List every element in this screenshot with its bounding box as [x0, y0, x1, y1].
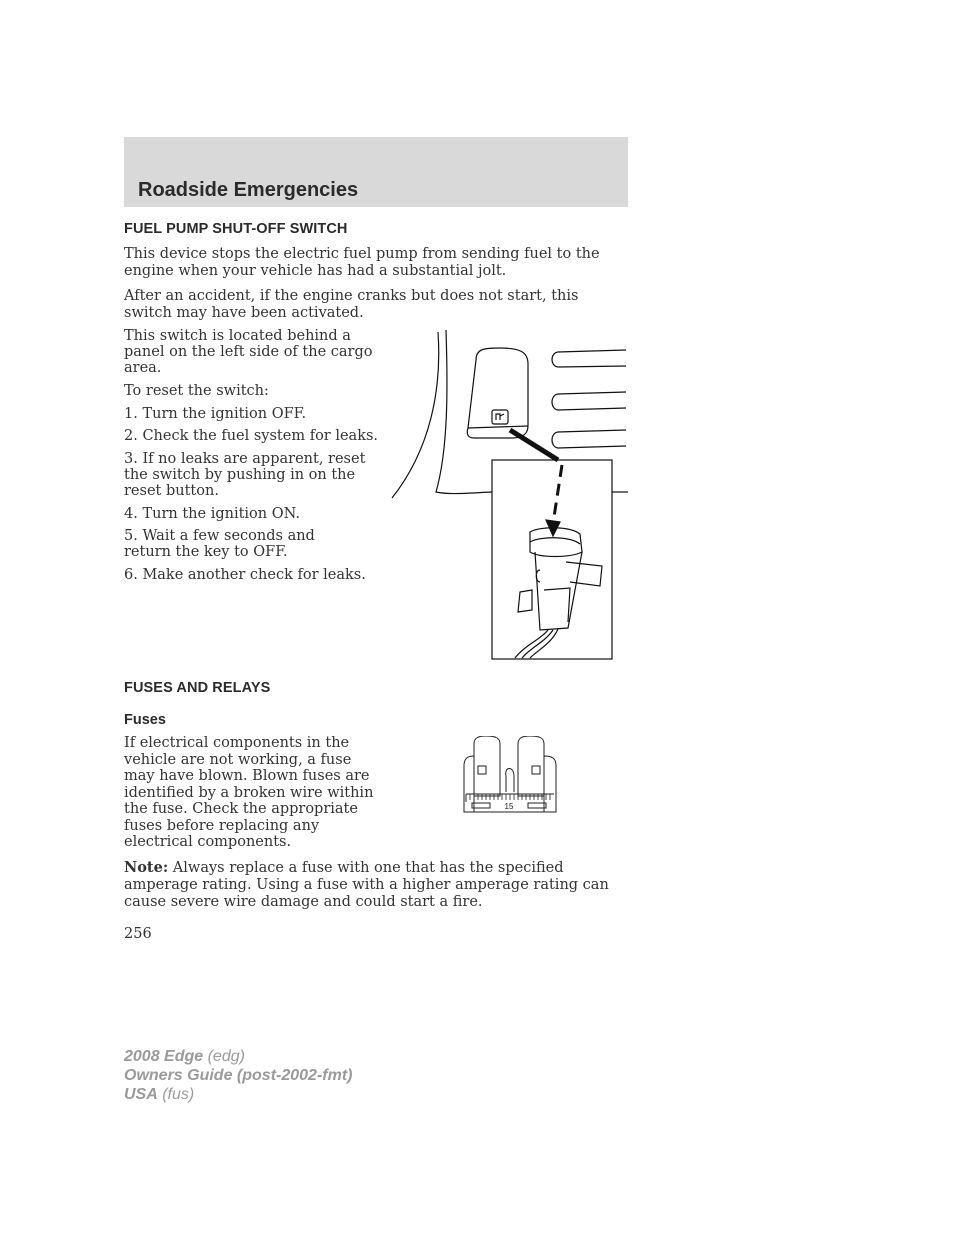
fuse-amperage-label: 15 [504, 802, 514, 811]
trim-panel-edge [392, 332, 439, 498]
fuel-pump-switch-illustration [390, 330, 630, 665]
footer-line-2: Owners Guide (post-2002-fmt) [124, 1067, 353, 1084]
vent-slot [552, 430, 626, 448]
test-point-right [532, 766, 540, 774]
fuel-pump-location: This switch is located behind a panel on the left side of the cargo area. [124, 328, 373, 376]
fuel-pump-para-1: This device stops the electric fuel pump from sending fuel to the engine when your vehicle has had a substantial jolt. [124, 246, 600, 279]
reset-step-2: 2. Check the fuel system for leaks. [124, 428, 379, 444]
page-number: 256 [124, 926, 152, 942]
footer-line-1: 2008 Edge (edg) [124, 1048, 245, 1065]
fuses-subheading: Fuses [124, 712, 166, 728]
section-title: Roadside Emergencies [138, 179, 359, 201]
reset-step-1: 1. Turn the ignition OFF. [124, 406, 307, 422]
section-header-band [124, 137, 628, 207]
reset-step-4: 4. Turn the ignition ON. [124, 506, 300, 522]
document-footer [124, 1047, 352, 1104]
fuel-pump-heading: FUEL PUMP SHUT-OFF SWITCH [124, 221, 348, 237]
leader-line [510, 430, 558, 460]
push-arrow [552, 465, 562, 530]
note-text: Always replace a fuse with one that has the specified amperage rating. Using a fuse with a higher amperage rating can cause severe wire damage and could start a fire. [124, 860, 609, 910]
fuse-element [506, 769, 514, 777]
reset-step-3: 3. If no leaks are apparent, reset the switch by pushing in on the reset button. [124, 451, 366, 499]
reset-intro: To reset the switch: [124, 383, 269, 399]
reset-step-6: 6. Make another check for leaks. [124, 567, 366, 583]
fuse-note [124, 859, 628, 911]
vent-slot [552, 392, 626, 410]
fuses-para: If electrical components in the vehicle are not working, a fuse may have blown. Blown fuses are identified by a broken wire within the fuse. Check the appropriate fuses before replacing any electrical components. [124, 735, 374, 850]
blade-fuse-illustration [462, 736, 558, 818]
vent-slot [552, 350, 626, 367]
note-label: Note: [124, 859, 169, 876]
fuel-pump-para-2: After an accident, if the engine cranks but does not start, this switch may have been activated. [124, 288, 579, 321]
reset-step-5: 5. Wait a few seconds and return the key to OFF. [124, 528, 315, 560]
fuses-relays-heading: FUSES AND RELAYS [124, 680, 271, 696]
footer-line-3: USA (fus) [124, 1086, 195, 1103]
test-point-left [478, 766, 486, 774]
